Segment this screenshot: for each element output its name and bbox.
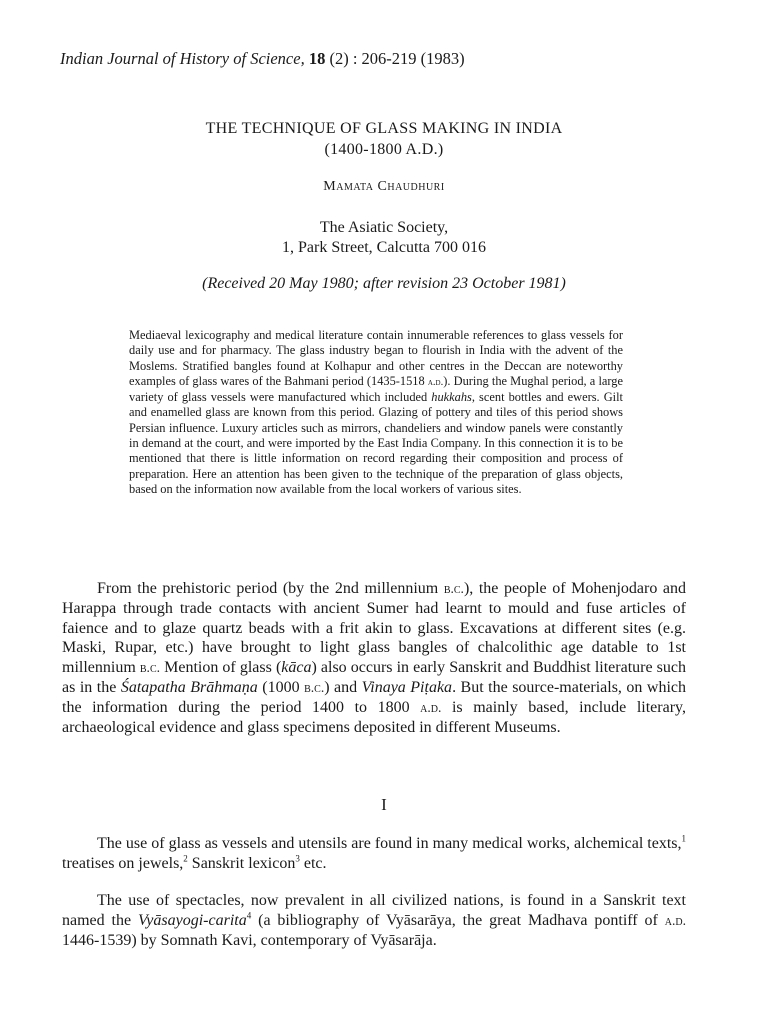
affiliation-line-2: 1, Park Street, Calcutta 700 016 [282,239,486,256]
p1-text-c: Mention of glass ( [160,659,282,677]
paragraph-2 [62,834,686,874]
author-name [0,179,768,195]
p1-era-3: b.c. [304,679,325,695]
abstract-text-2: ). During the Mughal period, a large variety of glass vessels were manufactured which included [129,373,623,405]
abstract-hukkahs: hukkahs [431,390,472,405]
footnote-ref-3: 3 [295,853,300,864]
footnote-ref-4: 4 [246,910,252,921]
p1-text-a: From the prehistoric period (by the 2nd millennium [97,580,444,597]
p1-era-1: b.c. [443,581,464,596]
article-title [0,120,768,159]
abstract-era: a.d. [427,376,444,388]
journal-issue-pages: (2) : 206-219 (1983) [329,49,465,68]
p2-text-a: The use of glass as vessels and utensils are found in many medical works, alchemical texts, [97,835,682,852]
abstract [129,328,623,497]
title-line-2: (1400-1800 A.D.) [324,141,444,158]
p1-satapatha: Śatapatha Brāhmaṇa [120,678,258,696]
p2-text-b: treatises on jewels, [62,854,184,872]
p1-text-e: (1000 [257,678,305,696]
p2-text-c: Sanskrit lexicon [187,854,296,872]
journal-name: Indian Journal of History of Science, [60,49,305,68]
author-last: Chaudhuri [377,179,445,194]
received-dates: (Received 20 May 1980; after revision 23 October 1981) [202,275,566,292]
p3-era: a.d. [664,912,686,928]
p1-text-f: ) and [324,678,362,696]
affiliation-line-1: The Asiatic Society, [319,219,449,236]
p1-text-b: ), the people of Mohenjodaro and Harappa through trade contacts with ancient Sumer had learnt to mould and fuse articles of faience and to glaze quartz beads with a frit akin to glass. Excavations at different sites (e.g. Maski, Rupar, etc.) have brought to light glass bangles of chalcolithic age datable to 1st millennium [62,580,687,677]
p1-text-g: . But the source-materials, on which the information during the period 1400 to 1800 [62,678,687,716]
p3-vyasayogi: Vyāsayogi-carita [137,911,247,929]
journal-volume: 18 [308,49,326,68]
p1-era-2: b.c. [139,660,161,676]
p1-text-d: ) also occurs in early Sanskrit and Buddhist literature such as in the [62,659,686,696]
affiliation [0,218,768,258]
paragraph-1 [62,579,686,737]
title-line-1: THE TECHNIQUE OF GLASS MAKING IN INDIA [205,120,563,137]
p3-text-b: (a bibliography of Vyāsarāya, the great Madhava pontiff of [251,911,665,929]
abstract-text-3: , scent bottles and ewers. Gilt and enamelled glass are known from this period. Glazing of pottery and tiles of this period shows Persian influence. Luxury articles such as mirrors, chandeliers and window panels were constantly in demand at the court, and were imported by the East India Company. In this connection it is to be mentioned that there is little information on record regarding their composition and process of preparation. Here an attention has been given to the technique of the preparation of glass objects, based on the information now available from the local workers of various sites. [129,390,623,496]
author-first: Mamata [323,179,374,194]
section-heading: I [381,795,387,814]
footnote-ref-2: 2 [183,853,188,864]
p3-text-c: 1446-1539) by Somnath Kavi, contemporary of Vyāsarāja. [62,931,437,949]
p1-text-h: is mainly based, include literary, archaeological evidence and glass specimens deposited in different Museums. [62,698,686,736]
p1-era-4: a.d. [420,699,442,715]
p1-kaca: kāca [281,659,312,677]
abstract-text-1: Mediaeval lexicography and medical literature contain innumerable references to glass vessels for daily use and for pharmacy. The glass industry began to flourish in India with the advent of the Moslems. Stratified bangles found at Kolhapur and other centres in the Deccan are noteworthy examples of glass wares of the Bahmani period (1435-1518 [129,328,623,388]
footnote-ref-1: 1 [681,833,686,844]
p3-text-a: The use of spectacles, now prevalent in all civilized nations, is found in a Sanskrit text named the [62,892,686,929]
p2-text-d: etc. [299,854,327,872]
p1-vinaya: Vinaya Piṭaka [361,678,453,696]
journal-header [60,49,465,69]
paragraph-3 [62,891,686,950]
